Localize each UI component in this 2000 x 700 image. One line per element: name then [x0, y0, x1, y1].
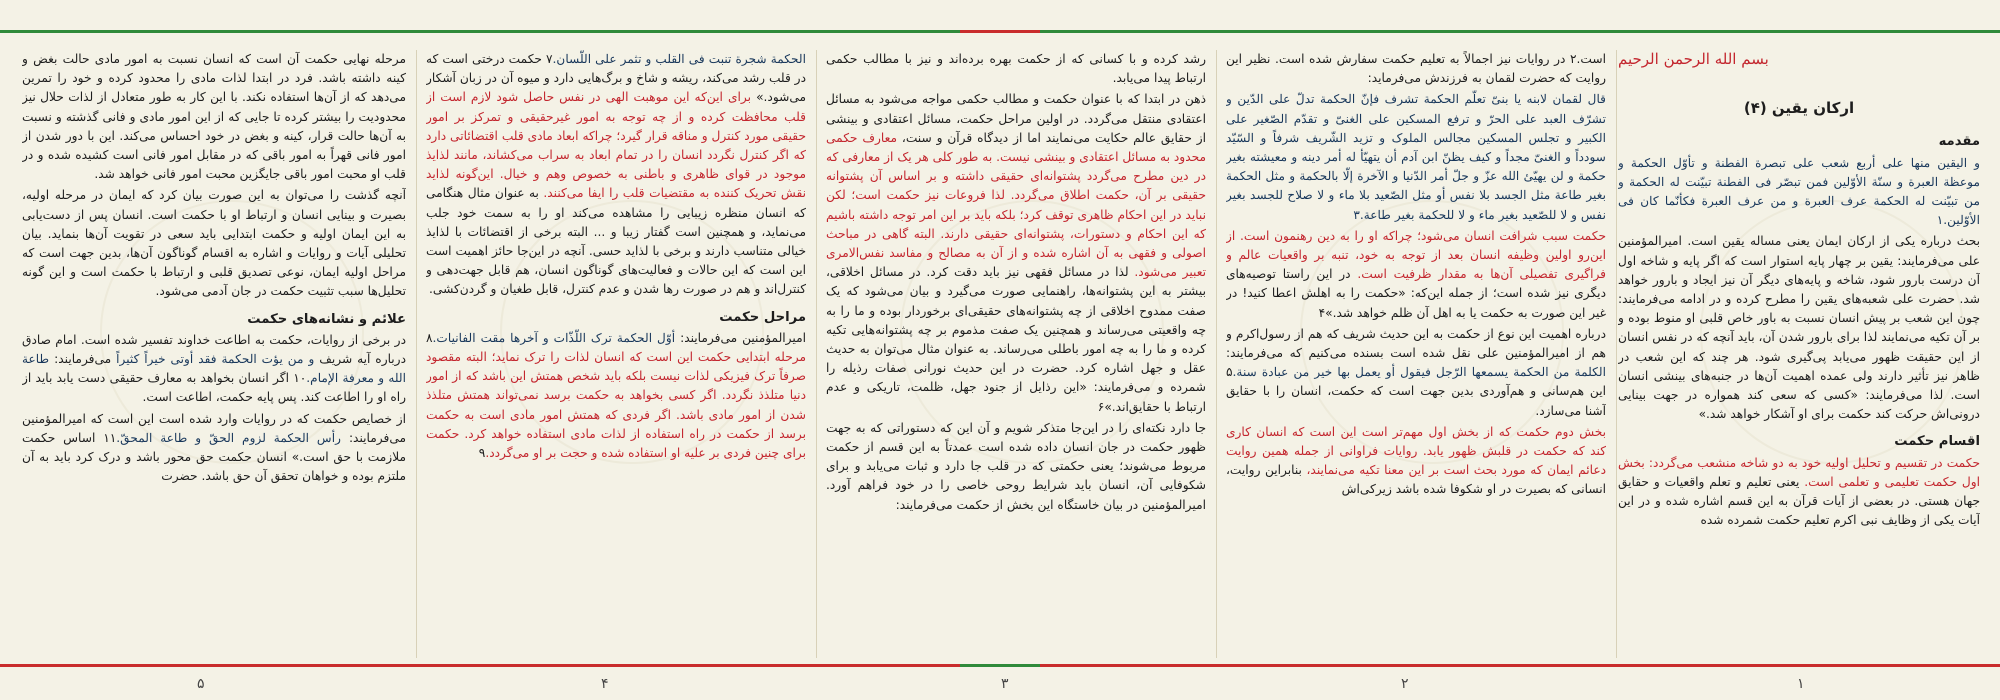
paragraph-text: بنابراین روایت، انسانی که بصیرت در او شکوفا شده باشد زیرکی‌اش: [1226, 463, 1606, 497]
footnote-ref: ۸: [426, 330, 433, 345]
paragraph-text: می‌فرمایند:: [54, 352, 112, 367]
paragraph: [426, 329, 806, 463]
arabic-verse: و من یؤت الحکمة فقد أوتی خیراً کثیراً: [116, 352, 315, 367]
column-2: [1226, 50, 1606, 658]
arabic-hadith: قال لقمان لابنه یا بنیّ تعلّم الحکمة تشرف فإنّ الحکمة تدلّ علی الدّین و تشرّف العبد علی الحرّ و ترفع المسکین علی الغنیّ و تقدّم الصّغیر علی الکبیر و تجلس المسکین مجالس الملوک و تزید الشّریف شرفاً و السّیّد سودداً و الغنیّ مجداً و کیف یظنّ ابن آدم أن یتهیّأ له أمر دینه و معیشته بغیر حکمة و لن یهیّئ الله عزّ و جلّ أمر الدّنیا و الآخرة إلّا بالحکمة و مثل الحکمة بغیر طاعة مثل الجسد بلا نفس أو مثل الصّعید بلا ماء و لا صلاح للجسد بغیر نفس و لا للصّعید بغیر ماء و لا للحکمة بغیر طاعة.۳: [1226, 92, 1606, 222]
page-title: ارکان یقین (۴): [1743, 99, 1855, 118]
paragraph: [826, 90, 1206, 416]
arabic-hadith: الحکمة شجرة تنبت فی القلب و تثمر علی اللّسان.: [552, 52, 806, 66]
column-divider: [1216, 50, 1217, 658]
bottom-border-line: [0, 664, 2000, 667]
paragraph-text: در این راستا توصیه‌های دیگری نیز شده است؛ از جمله این‌که: «حکمت را به اهلش اعطا کنید! در غیر این صورت به حکمت یا به اهل آن ظلم خواهد شد.»۴: [1226, 267, 1606, 320]
paragraph-text: از خصایص حکمت که در روایات وارد شده است این است که امیرالمؤمنین می‌فرمایند:: [22, 411, 406, 445]
paragraph: [22, 410, 406, 487]
paragraph-text: ۷ حکمت درختی است که در قلب رشد می‌کند، ریشه و شاخ و برگ‌هایی دارد و میوه آن در زبان آشکار می‌شود.»: [426, 52, 806, 105]
heading-marahel: مراحل حکمت: [719, 309, 806, 325]
arabic-hadith: طاعة الله و معرفة الإمام.: [22, 352, 406, 386]
paragraph: [1226, 325, 1606, 421]
paragraph: [426, 50, 806, 300]
column-divider: [816, 50, 817, 658]
page-number-1: ۱: [1797, 676, 1805, 692]
highlighted-text: معارف حکمی محدود به مسائل اعتقادی و بینشی نیست. به طور کلی هر یک از معارفی که در دین مطرح می‌گردد پشتوانه‌ای حقیقی داشته و بر اساس آن پشتوانه حقیقی بر آن، حکمت اطلاق می‌گردد. لذا فروعات نیز حکمت است؛ لکن نباید در این احکام ظاهری توقف کرد؛ بلکه باید بر این امر توجه داشته باشیم که این احکام و دستورات، پشتوانه‌ای حقیقی دارند. البته گاهی در مباحث اصولی و فقهی به آن اشاره شده و از آن به مصالح و مفاسد نفس‌الامری تعبیر می‌شود.: [826, 130, 1206, 280]
bismillah-calligraphy: بسم الله الرحمن الرحیم: [1618, 50, 1769, 68]
paragraph: آنچه گذشت را می‌توان به این صورت بیان کرد که ایمان در مرحله اولیه، بصیرت و بینایی انسان و ارتباط او با حکمت است. انسان پس از دست‌یابی به این ایمان اولیه و حکمت ابتدایی باید سعی در تقویت آن‌ها بنماید. بیان تحلیلی آیات و روایات و اشاره به اقسام گوناگون آن‌ها، بدین جهت است که مراحل اولیه ایمان، نوعی تصدیق قلبی و ارتباط با حکمت است و این گونه تحلیل‌ها سبب تثبیت حکمت در جان آدمی می‌شود.: [22, 188, 406, 299]
page-number-3: ۳: [1001, 676, 1009, 692]
paragraph: جا دارد نکته‌ای را در این‌جا متذکر شویم و آن این که دستوراتی که به جهت ظهور حکمت در جان انسان داده شده است عمدتاً به این قسم از حکمت مربوط می‌شوند؛ یعنی حکمتی که در قلب جا دارد و ثبات می‌یابد و برای شکوفایی آن، انسان باید شرایط روحی خاصی را در خود فراهم آورد. امیرالمؤمنین در بیان خاستگاه این بخش از حکمت می‌فرمایند:: [826, 420, 1206, 512]
arabic-hadith: رأس الحکمة لزوم الحقّ و طاعة المحقّ.: [116, 430, 342, 445]
paragraph-text: یعنی تعلیم و تعلم واقعیات و حقایق جهان هستی. در بعضی از آیات قرآن به این قسم اشاره شده و در این آیات یکی از وظایف نبی اکرم تعلیم حکمت شمرده شده: [1618, 474, 1980, 528]
footnote-ref: ۹: [478, 446, 486, 461]
column-1: [1618, 50, 1980, 658]
arabic-hadith: أوّل الحکمة ترک اللّذّات و آخرها مقت الفانیات.: [432, 330, 676, 345]
paragraph: [1226, 227, 1606, 323]
paragraph: است.۲ در روایات نیز اجمالاً به تعلیم حکمت سفارش شده است. نظیر این روایت که حضرت لقمان به فرزندش می‌فرماید:: [1226, 52, 1606, 86]
column-divider: [416, 50, 417, 658]
paragraph-text: ۱۱ اساس حکمت ملازمت با حق است.» انسان حکمت حق محور باشد و درک کرد باید به آن ملتزم بوده و خواهان تحقق آن حق باشد. حضرت: [22, 430, 406, 484]
paragraph: [1226, 423, 1606, 500]
heading-intro: مقدمه: [1938, 134, 1980, 150]
paragraph-text: ۱۰ اگر انسان بخواهد به معارف حقیقی دست یابد باید از راه او را اطاعت کند. پس پایه حکمت، اطاعت است.: [22, 371, 406, 405]
highlighted-text: مرحله ابتدایی حکمت این است که انسان لذات را ترک نماید؛ البته مقصود صرفاً ترک فیزیکی لذات نیست بلکه باید شخص همتش این باشد که از امور دنیا متلذذ نگردد. اگر کسی بخواهد به حکمت برسد نمی‌تواند همتش متلذذ شدن از امور مادی باشد. اگر فردی که همتش امور مادی است به حکمت برسد از حکمت در راه استفاده از لذات مادی استفاده خواهد کرد. حکمت برای چنین فردی بر علیه او استفاده شده و حجت بر او می‌گردد.: [426, 350, 806, 461]
highlighted-text: حکمت در تقسیم و تحلیل اولیه خود به دو شاخه منشعب می‌گردد: بخش اول حکمت تعلیمی و تعلمی است.: [1618, 455, 1980, 489]
paragraph-text: به عنوان مثال هنگامی که انسان منظره زیبایی را مشاهده می‌کند او را به سمت خود جلب می‌نماید، و همچنین است گفتار زیبا و ... البته برخی از اقتضائات با لذایذ خیالی متناسب دارند و برخی با لذاید حسی. آنچه در این‌جا حائز اهمیت است این است که این حالات و فعالیت‌های گوناگون انسان، هم قابل جهت‌دهی و کنترل‌اند و هم در صورت رها شدن و عدم کنترل، قابل طغیان و گردن‌کشی.: [426, 186, 806, 297]
page-number-5: ۵: [197, 676, 205, 692]
highlighted-text: بخش دوم حکمت که از بخش اول مهم‌تر است این است که انسان کاری کند که حکمت در قلبش ظهور یابد. روایات فراوانی از جمله همین روایت دعائم ایمان که مورد بحث است بر این معنا تکیه می‌نمایند،: [1226, 424, 1606, 478]
paragraph: رشد کرده و با کسانی که از حکمت بهره برده‌اند و نیز با مطالب حکمی ارتباط پیدا می‌یابد.: [826, 52, 1206, 86]
heading-alaem: علائم و نشانه‌های حکمت: [247, 311, 406, 327]
paragraph: مرحله نهایی حکمت آن است که انسان نسبت به امور مادی حالت بغض و کینه داشته باشد. فرد در ابتدا لذات مادی را محدود کرده و خود را تمرین می‌دهد که از آن‌ها استفاده نکند. با این کار به طور متعادل از لذات حلال نیز محدودیت را بیشتر کرده تا جایی که از این امور مادی و فانی گذشته و نسبت به آن‌ها حالت قرار، کینه و بغض در خود احساس می‌کند. این با دور شدن از امور فانی قهراً به امور باقی که در مقابل امور فانی است کشیده شده و در قلب او محبت امور باقی جایگزین محبت امور فانی خواهد شد.: [22, 52, 406, 182]
paragraph-text: لذا در مسائل فقهی نیز باید دقت کرد. در مسائل اخلاقی، بیشتر به این پشتوانه‌ها، راهنمایی صورت می‌گیرد و بیان می‌شود که یک صفت ممدوح اخلاقی از چه پشتوانه‌های حقیقی‌ای برخوردار بوده و ما را به چه واقعیتی می‌رساند و همچنین یک صفت مذموم بر چه پشتوانه‌هایی تکیه کرده و ما را به چه امور باطلی می‌رساند. به عنوان مثال می‌توان به حدیث عقل و جهل اشاره کرد. حضرت در این حدیث نورانی صفات رذیله را شمرده و می‌فرمایند: «این رذایل از جنود جهل، ظلمت، تاریکی و عدم ارتباط با حقایق‌اند.»۶: [826, 265, 1206, 414]
top-border-line: [0, 30, 2000, 33]
highlighted-text: حکمت سبب شرافت انسان می‌شود؛ چراکه او را به دین رهنمون است. از این‌رو اولین وظیفه انسان بعد از توجه به خود، تنبه بر واقعیات عالم و فراگیری تفصیلی آن‌ها به مقدار ظرفیت است.: [1226, 228, 1606, 282]
arabic-hadith: و الیقین منها علی أربع شعب علی تبصرة الفطنة و تأوّل الحکمة و موعظة العبرة و سنّة الأوّلین فمن تبصّر فی الفطنة تبیّنت له الحکمة و من تبیّنت له الحکمة عرف العبرة و من عرف العبرة فکأنّما کان فی الأوّلین.۱: [1618, 155, 1980, 228]
paragraph: بحث درباره یکی از ارکان ایمان یعنی مساله یقین است. امیرالمؤمنین علی می‌فرمایند: یقین بر چهار پایه استوار است که اگر پایه و شاخه اول آن درست بارور شود، شاخه و پایه‌های دیگر آن نیز ایجاد و بارور خواهد شد. حضرت علی شعبه‌های یقین را مطرح کرده و در ادامه می‌فرمایند: چون این شعب بر پیش انسان نسبت به باور خاص قلبی او منوط بوده و بر آن تکیه می‌نمایند لذا برای بارور شدن آن، باید آنچه که در نفس انسان از این حقیقت ظهور می‌یابد پی‌گیری شود. هر چند که این شعب در ظاهر نیز تأثیر دارند ولی عمده اهمیت آن‌ها در جنبه‌های بینشی انسان است. لذا می‌فرمایند: «کسی که سعی کند همواره در جهت بینایی درونی‌اش حرکت کند حکمت برای او آشکار خواهد شد.»: [1618, 234, 1980, 422]
heading-aqsam: اقسام حکمت: [1894, 434, 1980, 450]
paragraph-text: درباره اهمیت این نوع از حکمت به این حدیث شریف که هم از رسول‌اکرم و هم از امیرالمؤمنین علی نقل شده است بسنده می‌کنیم که می‌فرمایند:: [1226, 326, 1606, 361]
column-3: [826, 50, 1206, 658]
paragraph-text: ذهن در ابتدا که با عنوان حکمت و مطالب حکمی مواجه می‌شود به مسائل اعتقادی منتقل می‌گردد. در اولین مراحل حکمت، مسائل اعتقادی و بینشی از حقایق عالم حکایت می‌نمایند اما از دیدگاه قرآن و سنت،: [826, 92, 1206, 145]
page-number-4: ۴: [601, 676, 609, 692]
page-number-2: ۲: [1401, 676, 1409, 692]
column-divider: [1616, 50, 1617, 658]
paragraph-text: در برخی از روایات، حکمت به اطاعت خداوند تفسیر شده است. امام صادق درباره آیه شریف: [22, 332, 406, 367]
paragraph-text: امیرالمؤمنین می‌فرمایند:: [680, 330, 806, 345]
paragraph: [1618, 454, 1980, 531]
arabic-hadith: الکلمة من الحکمة یسمعها الرّجل فیقول أو یعمل بها خیر من عبادة سنة.: [1232, 365, 1606, 380]
column-4: [426, 50, 806, 658]
paragraph-text: ۵ این هم‌سانی و هم‌آوردی بدین جهت است که حکمت، انسان را با حقایق آشنا می‌سازد.: [1226, 365, 1606, 418]
paragraph: [22, 331, 406, 408]
highlighted-text: برای این‌که این موهبت الهی در نفس حاصل شود لازم است از قلب محافظت کرده و از چه توجه به امور غیرحقیقی و تمرکز بر امور حقیقی مورد کنترل و مناقه قرار گیرد؛ چراکه ابعاد مادی قلب اقتضائاتی دارد که اگر کنترل نگردد انسان را در تمام ابعاد به سراب می‌کشاند، مانند لذایذ موجود در قوای ظاهری و باطنی به خصوص وهم و خیال. این‌گونه لذاید نقش تحریک کننده به مقتضیات قلب را ایفا می‌کنند.: [426, 90, 806, 201]
column-5: [22, 50, 406, 658]
